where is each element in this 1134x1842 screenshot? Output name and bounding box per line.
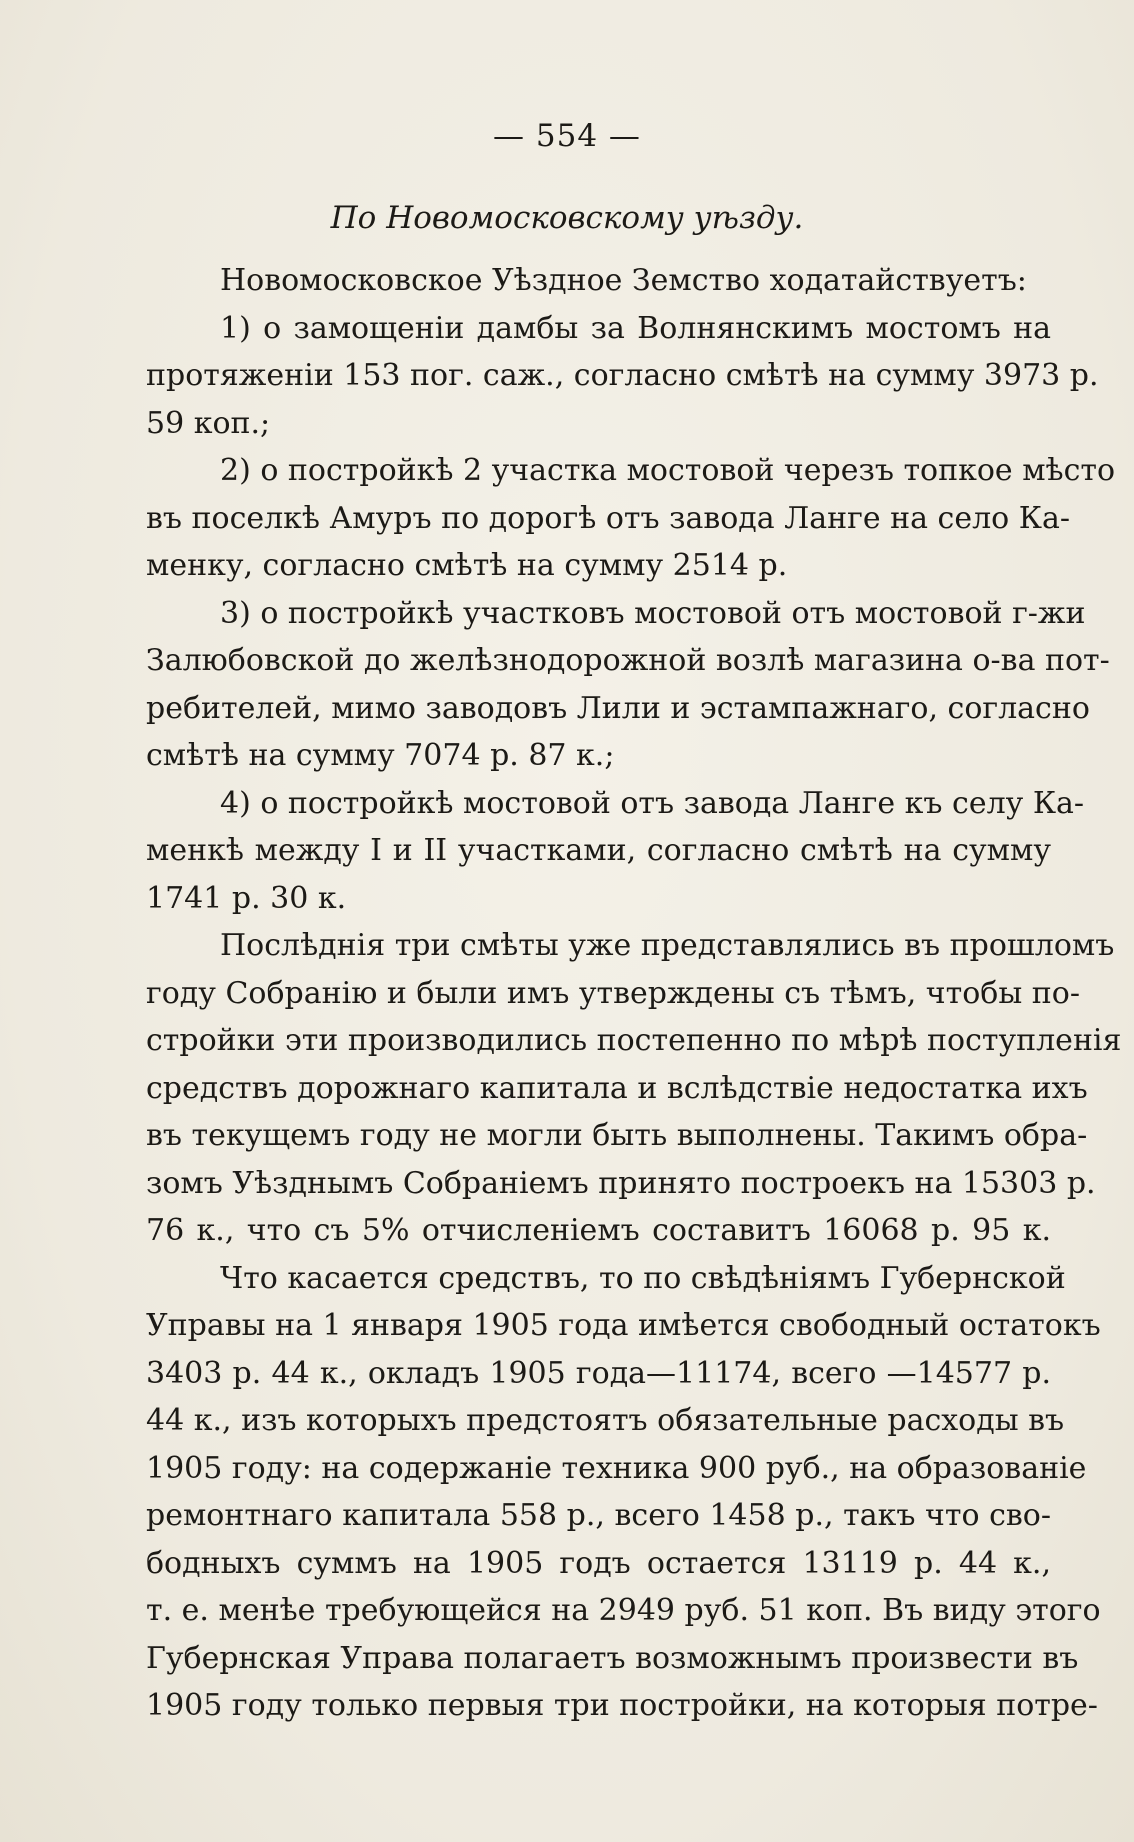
text-line: 1905 году: на содержаніе техника 900 руб., на образованіе	[146, 1450, 1087, 1486]
text-line: Управы на 1 января 1905 года имѣется свободный остатокъ	[146, 1308, 1101, 1343]
text-line: бодныхъ суммъ на 1905 годъ остается 13119 р. 44 к.,	[146, 1545, 1051, 1581]
text-line: 44 к., изъ которыхъ предстоятъ обязательные расходы въ	[146, 1403, 1065, 1438]
body-text	[146, 257, 1122, 1730]
section-heading: По Новомосковскому уѣзду.	[330, 200, 804, 236]
text-line: 1905 году только первыя три постройки, на которыя потре-	[146, 1688, 1098, 1723]
text-line: ребителей, мимо заводовъ Лили и эстампажнаго, согласно	[146, 690, 1090, 726]
text-line: средствъ дорожнаго капитала и вслѣдствіе недостатка ихъ	[146, 1070, 1088, 1106]
text-line: стройки эти производились постепенно по мѣрѣ поступленія	[146, 1023, 1122, 1058]
text-line: смѣтѣ на сумму 7074 р. 87 к.;	[146, 738, 615, 773]
text-line: 1) о замощеніи дамбы за Волнянскимъ мостомъ на	[220, 310, 1051, 346]
text-line: протяженіи 153 пог. саж., согласно смѣтѣ на сумму 3973 р.	[146, 358, 1099, 393]
text-line: 2) о постройкѣ 2 участка мостовой черезъ топкое мѣсто	[220, 453, 1116, 488]
text-line: 3403 р. 44 к., окладъ 1905 года—11174, всего —14577 р.	[146, 1355, 1051, 1391]
text-line: 4) о постройкѣ мостовой отъ завода Ланге къ селу Ка-	[220, 785, 1085, 821]
text-line: Залюбовской до желѣзнодорожной возлѣ магазина о-ва пот-	[146, 643, 1110, 678]
text-line: менку, согласно смѣтѣ на сумму 2514 р.	[146, 548, 788, 583]
text-line: т. е. менѣе требующейся на 2949 руб. 51 коп. Въ виду этого	[146, 1593, 1101, 1628]
text-line: 1741 р. 30 к.	[146, 880, 347, 916]
text-line: году Собранію и были имъ утверждены съ тѣмъ, чтобы по-	[146, 975, 1080, 1011]
text-line: 59 коп.;	[146, 405, 271, 441]
text-line: въ поселкѣ Амуръ по дорогѣ отъ завода Ланге на село Ка-	[146, 500, 1070, 536]
text-line: 3) о постройкѣ участковъ мостовой отъ мостовой г-жи	[220, 595, 1086, 631]
text-line: менкѣ между I и II участками, согласно смѣтѣ на сумму	[146, 833, 1051, 868]
text-line: зомъ Уѣзднымъ Собраніемъ принято построекъ на 15303 р.	[146, 1165, 1096, 1201]
text-line: Послѣднія три смѣты уже представлялись въ прошломъ	[220, 928, 1115, 963]
text-line: 76 к., что съ 5% отчисленіемъ составитъ 16068 р. 95 к.	[146, 1213, 1051, 1248]
text-line: Что касается средствъ, то по свѣдѣніямъ Губернской	[220, 1260, 1066, 1296]
text-line: ремонтнаго капитала 558 р., всего 1458 р., такъ что сво-	[146, 1498, 1051, 1533]
text-line: Новомосковское Уѣздное Земство ходатайствуетъ:	[220, 263, 1027, 298]
text-line: въ текущемъ году не могли быть выполнены. Такимъ обра-	[146, 1118, 1088, 1153]
page-number: — 554 —	[493, 118, 641, 154]
text-line: Губернская Управа полагаетъ возможнымъ произвести въ	[146, 1640, 1079, 1676]
